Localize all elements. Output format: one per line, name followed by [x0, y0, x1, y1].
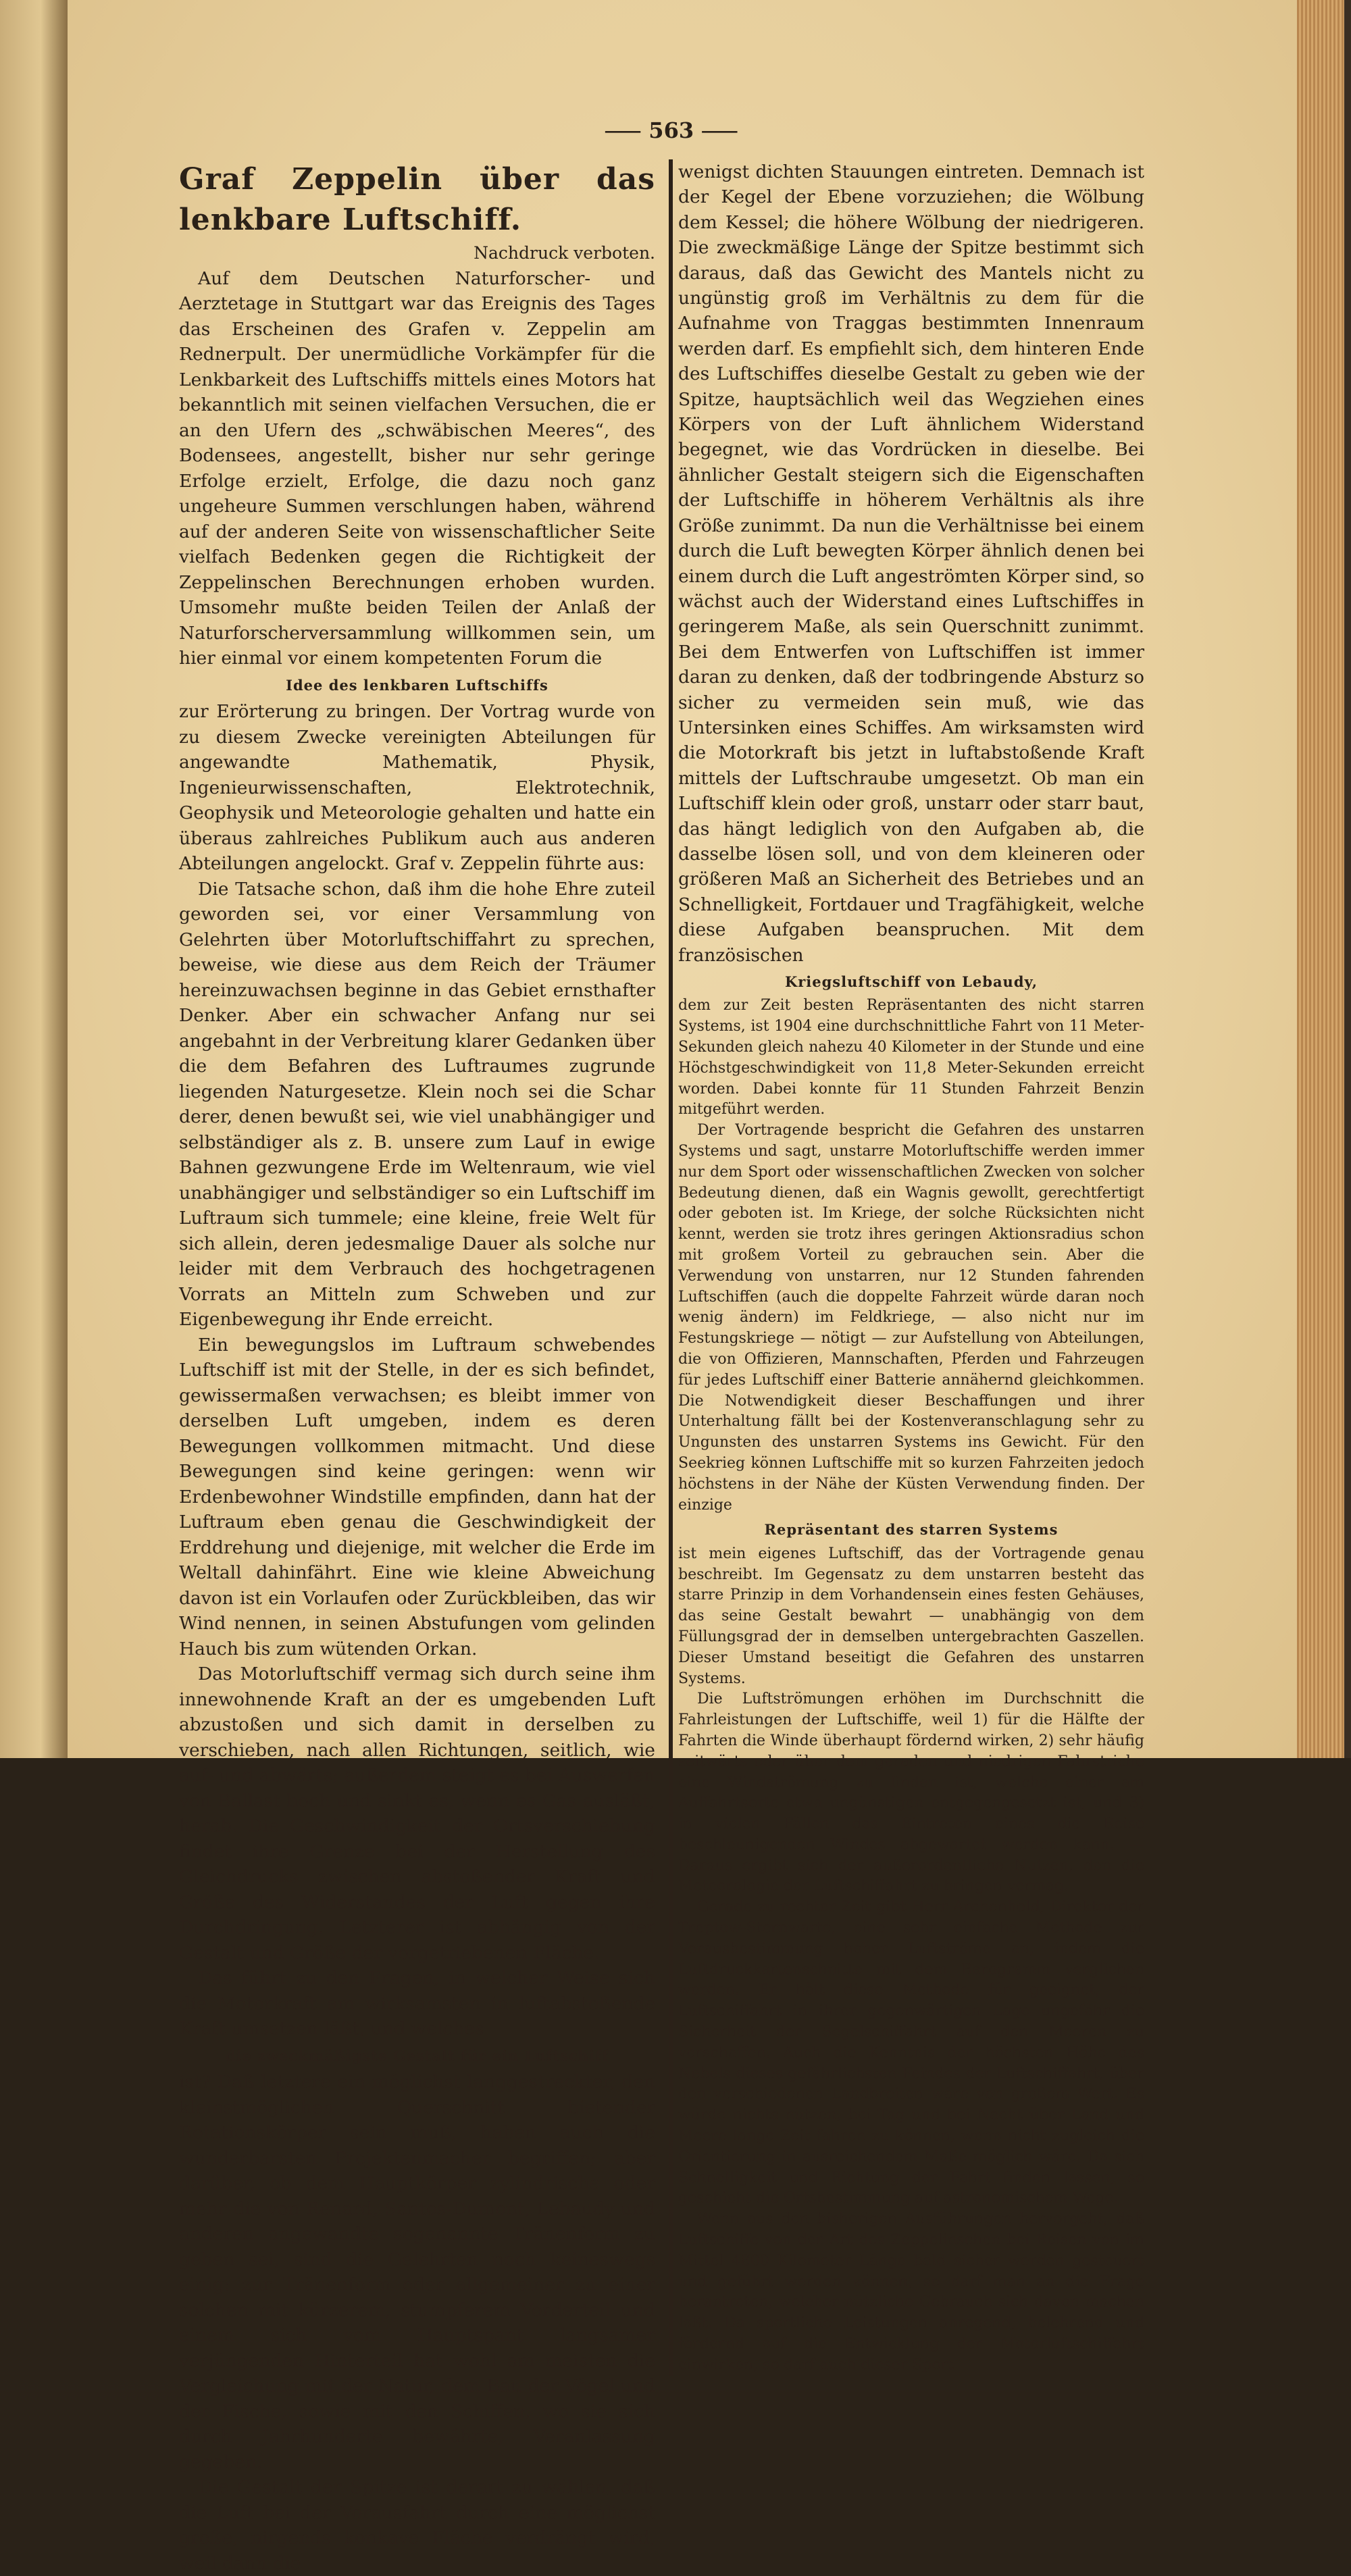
section-heading: Repräsentant des starren Systems — [764, 1521, 1059, 1539]
article-title: Graf Zeppelin über das lenkbare Luftschiff. — [179, 162, 655, 237]
section-heading: die zweckmäßigste Gestalt für ein Luftschiff — [225, 2046, 609, 2064]
paragraph: dem zur Zeit besten Repräsentanten des nicht starren Systems, ist 1904 eine durchschnittliche Fahrt von 11 Meter-Sekunden gleich nahezu 40 Kilometer in der Stunde und eine Höchstgeschwindigkeit von 11,8 Meter-Sekunden erreicht worden. Dabei konnte für 11 Stunden Fahrzeit Benzin mitgeführt werden. — [678, 997, 1144, 1118]
paragraph: Die Gestalt der Spitze ist derart zu wählen, daß die Luft bei der Vorausfahrt durch eine möglichst große, nirgends konkave Fläche verdrängt wird, weil dann die — [179, 2477, 655, 2574]
paragraph: ist mein eigenes Luftschiff, das der Vortragende genau beschreibt. Im Gegensatz zu dem unstarren besteht das starre Prinzip in dem Vorhandensein eines festen Gehäuses, das seine Gestalt bewahrt — unabhängig von dem Füllungsgrad der in demselben untergebrachten Gaszellen. Dieser Umstand beseitigt die Gefahren des unstarren Systems. — [678, 1545, 1144, 1687]
paragraph: wenigst dichten Stauungen eintreten. Demnach ist der Kegel der Ebene vorzuziehen; die Wölbung dem Kessel; die höhere Wölbung der niedrigeren. Die zweckmäßige Länge der Spitze bestimmt sich daraus, daß das Gewicht des Mantels nicht zu ungünstig groß im Verhältnis zu dem für die Aufnahme von Traggas bestimmten Innenraum werden darf. Es empfiehlt sich, dem hinteren Ende des Luftschiffes dieselbe Gestalt zu geben wie der Spitze, hauptsächlich weil das Wegziehen eines Körpers von der Luft ähnlichem Widerstand begegnet, wie das Vordrücken in dieselbe. Bei ähnlicher Gestalt steigern sich die Eigenschaften der Luftschiffe in höherem Verhältnis als ihre Größe zunimmt. Da nun die Verhältnisse bei einem durch die Luft bewegten Körper ähnlich denen bei einem durch die Luft angeströmten Körper sind, so wächst auch der Widerstand eines Luftschiffes in geringerem Maße, als sein Querschnitt zunimmt. Bei dem Entwerfen von Luftschiffen ist immer daran zu denken, daß der todbringende Absturz so sicher zu vermeiden sein muß, wie das Untersinken eines Schiffes. Am wirksamsten wird die Motorkraft bis jetzt in luftabstoßende Kraft mittels der Luftschraube umgesetzt. Ob man ein Luftschiff klein oder groß, unstarr oder starr baut, das hängt lediglich von den Aufgaben ab, die dasselbe lösen soll, und von dem kleineren oder größeren Maß an Sicherheit des Betriebes und an Schnelligkeit, Fortdauer und Tragfähigkeit, welche diese Aufgaben beanspruchen. Mit dem französischen — [678, 161, 1144, 966]
paragraph: Das führt zu den Fragen, in welcher Weise sich die Motorkraft am wirksamsten in luftabstoßende Kraft umsetzen läßt, und welches — [179, 1967, 655, 2039]
paragraph: Das Motorluftschiff vermag sich durch seine ihm innewohnende Kraft an der es umgebenden Luft abzustoßen und sich damit in derselben zu verschieben, nach allen Richtungen, seitlich, wie auf- und abwärts; außerdem steigt es bei Auswerfen von Ballast hoch und sinkt es, wenn es Gas ausläßt, herab. Die Geschwindigkeit der Ortsverschiebung findet ihre Grenze bei der Herstellung des Gleichdrucks zwischen abstoßender Kraft und Größe des Widerstandes der Luft gegen ihre Durchdringung. Letzterer ist abhängig von der Gestalt und Größe der vorgetriebenen Fläche. — [179, 1664, 655, 1963]
paragraph: zur Erörterung zu bringen. Der Vortrag wurde von zu diesem Zwecke vereinigten Abteilungen für angewandte Mathematik, Physik, Ingenieurwissenschaften, Elektrotechnik, Geophysik und Meteorologie gehalten und hatte ein überaus zahlreiches Publikum auch aus anderen Abteilungen angelockt. Graf v. Zeppelin führte aus: — [179, 701, 655, 874]
paragraph: Die Luftströmungen erhöhen im Durchschnitt die Fahrleistungen der Luftschiffe, weil 1) für die Hälfte der Fahrten die Winde überhaupt fördernd wirken, 2) sehr häufig seitwärts oder über dem geraden und niedrigen Fahrstriche eine Windströmung zu finden ist, welche einer am Auffahrtsorte etwa ungünstigen entgegengesetzt ist, und 3) in vielen Fällen das Eintreten eines die Reise beschleunigenden Windes abgewartet werden kann. — Daraus ergibt sich der außerordentliche Nutzen, den die Meteorologie der Luftschiffahrt zu bringen vermag. — [678, 1691, 1144, 1895]
previous-page-edge — [0, 0, 68, 1758]
section-heading: Idee des lenkbaren Luftschiffs — [286, 676, 549, 694]
right-column — [669, 159, 1144, 2376]
reprint-notice: Nachdruck verboten. — [474, 243, 655, 263]
page-block-edge — [1297, 0, 1351, 1758]
section-heading: Kriegsluftschiff von Lebaudy, — [784, 973, 1038, 990]
paragraph: Der Vortragende bespricht die Gefahren des unstarren Systems und sagt, unstarre Motorluftschiffe werden immer nur dem Sport oder wissenschaftlichen Zwecken von solcher Bedeutung dienen, daß ein Wagnis gewollt, gerechtfertigt oder geboten ist. Im Kriege, der solche Rücksichten nicht kennt, werden sie trotz ihres geringen Aktionsradius schon mit großem Vorteil zu gebrauchen sein. Aber die Verwendung von unstarren, nur 12 Stunden fahrenden Luftschiffen (auch die doppelte Fahrzeit würde daran noch wenig ändern) im Feldkriege, — also nicht nur im Festungskriege — nötigt — zur Aufstellung von Abteilungen, die von Offizieren, Mannschaften, Pferden und Fahrzeugen für jedes Luftschiff einer Batterie annähernd gleichkommen. Die Notwendigkeit dieser Beschaffungen und ihrer Unterhaltung fällt bei der Kostenveranschlagung sehr zu Ungunsten des unstarren Systems ins Gewicht. Für den Seekrieg können Luftschiffe mit so kurzen Fahrzeiten jedoch höchstens in der Nähe der Küsten Verwendung finden. Der einzige — [678, 1122, 1144, 1514]
page-number: ⸺ 563 ⸺ — [605, 118, 738, 143]
paragraph: Auf dem Deutschen Naturforscher- und Aerztetage in Stuttgart war das Ereignis des Tages das Erscheinen des Grafen v. Zeppelin am Rednerpult. Der unermüdliche Vorkämpfer für die Lenkbarkeit des Luftschiffs mittels eines Motors hat bekanntlich mit seinen vielfachen Versuchen, die er an den Ufern des „schwäbischen Meeres“, des Bodensees, angestellt, bisher nur sehr geringe Erfolge erzielt, Erfolge, die dazu noch ganz ungeheure Summen verschlungen haben, während auf der anderen Seite von wissenschaftlicher Seite vielfach Bedenken gegen die Richtigkeit der Zeppelinschen Berechnungen erhoben wurden. Umsomehr mußte beiden Teilen der Anlaß der Naturforscherversammlung willkommen sein, um hier einmal vor einem kompetenten Forum die — [179, 267, 655, 669]
paragraph: Ein bewegungslos im Luftraum schwebendes Luftschiff ist mit der Stelle, in der es sich befindet, gewissermaßen verwachsen; es bleibt immer von derselben Luft umgeben, indem es deren Bewegungen vollkommen mitmacht. Und diese Bewegungen sind keine geringen: wenn wir Erdenbewohner Windstille empfinden, dann hat der Luftraum eben genau die Geschwindigkeit der Erddrehung und diejenige, mit welcher die Erde im Weltall dahinfährt. Eine wie kleine Abweichung davon ist ein Vorlaufen oder Zurückbleiben, das wir Wind nennen, in seinen Abstufungen vom gelinden Hauch bis zum wütenden Orkan. — [179, 1334, 655, 1659]
left-column — [179, 159, 655, 2576]
paragraph: Wenn aus den bisherigen Ausführungen hervorgeht, daß Luftschiffe von der Art des Zeppelinschen bei Reisen von im Mittel 4800 Kilometer Länge bald sicher werden gesteuert und geführt werden können, so darf man an die Frage herantreten, welcher nützliche Gebrauch sich davon machen läßt. Da sportliche Leistungen anregend, belehrend und fördernd auf die Entwicklung der Motorluftschiffahrt einwirken, so darf auch dieser Sport — [678, 2211, 1144, 2373]
binding-edge — [1344, 0, 1351, 1758]
paragraph: ist? Daß letztere ein möglichst langgestreckter, den kleinstmöglichen Querschnitt bietender Rotationskörper sein muß, haben auch die wunderbarsten Projektenmacher begriffen; aber darüber, ob dem Hauptkörper zylindrische oder mehr die von Renard, Santos-Dumont, Lebaudy und anderen angewandte sogenannte Tränenform zu geben sei, sind die Gelehrten noch keineswegs einig: zur Tränenform oder allgemeiner zu einer solchen mit kürzerem, stumpferem Vorderteil und einem sich vom Hauptspant langsamer verjüngenden Hinterteil hat wohl am meisten die Vergleichung mit der Natur, dem Bau der Vögel und der Fische, sowie mit den Schiffen, wo sie sich durch Jahrhunderte bewährte, Veranlassung gegeben. — [179, 2071, 655, 2473]
paragraph: Die Tatsache schon, daß ihm die hohe Ehre zuteil geworden sei, vor einer Versammlung von Gelehrten über Motorluftschiffahrt zu sprechen, beweise, wie diese aus dem Reich der Träumer hereinzuwachsen beginne in das Gebiet ernsthafter Denker. Aber ein schwacher Anfang nur sei angebahnt in der Verbreitung klarer Gedanken über die dem Befahren des Luftraumes zugrunde liegenden Naturgesetze. Klein noch sei die Schar derer, denen bewußt sei, wie viel unabhängiger und selbständiger als z. B. unsere zum Lauf in ewige Bahnen gezwungene Erde im Weltenraum, wie viel unabhängiger und selbständiger so ein Luftschiff im Luftraum sich tummele; eine kleine, freie Welt für sich allein, deren jedesmalige Dauer als solche nur leider mit dem Verbrauch des hochgetragenen Vorrats an Mitteln zum Schweben und zur Eigenbewegung ihr Ende erreicht. — [179, 878, 655, 1330]
paragraph: Gerade zu rechter Zeit gibt Herr Archenhold, Direktor der Treptow-Sternwarte, eine sehr einfache Methode zur Vorausbestimmung hoher Luftströme an, indem die Luftdruckkartenschnitte mit dem Barogramm verglichen werden. Er hält diese Methode für geeignet, der Luftschiffahrt in ihrer gegenwärtigen Lage ungefähr die Sicherheit der Segelschiffahrt auf den Meeren zu verschaffen. Auch die Kenntnis der höchsten Höhe des Nebels dieses gefährlichsten Feindes der Luftschiffahrt, über den verschiedenen Landbreiten wäre von großem Wert. Es würde nichts nützen, bei Tag und bei Nacht über Land und Meere lange Zeit fahren zu können, wenn nicht zugleich die Orientierung in ausreichendem Maße möglich wäre. Da sich Schnelligkeit und Richtung der Fahrt finden lassen, so geschieht die Ortsbestimmung auf astronomischem Wege. — [678, 1899, 1144, 2207]
page-number-text: 563 — [648, 118, 694, 143]
